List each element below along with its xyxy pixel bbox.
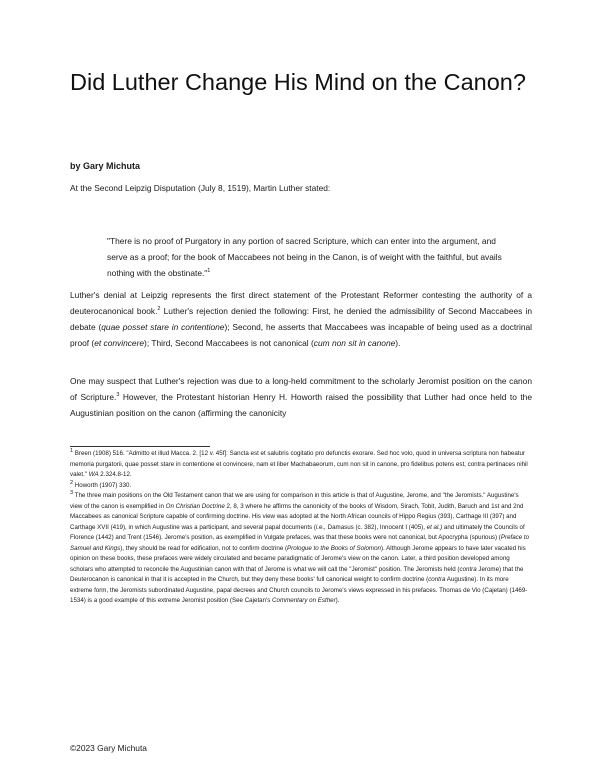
latin-phrase: cum non sit in canone — [313, 338, 396, 348]
citation-italic: Preface to Samuel and Kings — [70, 534, 530, 552]
text-run: Breen (1908) 516. "Admitto et illud Macca. 2. [12 v. 45f]: Sancta est et salubris cogitatio pro defunctis exorare. Sed hoc volo, quod in universa scriptura non habeatur memoria purgatorii, quae posset stare in contentione et convincere, nam et liber Machabaeorum, cum non sit in canone, pro fidelibus potens est, contra pertinaces nihil valet." — [70, 450, 528, 478]
footnote-number: 3 — [70, 489, 74, 496]
latin-phrase: quae posset stare in contentione — [101, 322, 225, 332]
citation-italic: Prologue to the Books of Solomon — [287, 544, 381, 552]
text-run: Luther's rejection denied the following: First, he denied the admissibility of Second Maccabees in debate ( — [70, 306, 532, 332]
text-run: 2.324.8-12. — [98, 471, 132, 478]
latin-phrase: et convincere — [94, 338, 145, 348]
footnote-number: 1 — [70, 447, 74, 454]
footnote-divider — [70, 446, 210, 447]
quote-text: "There is no proof of Purgatory in any portion of sacred Scripture, which can enter into the argument, and serve as a proof; for the book of Maccabees not being in the Canon, is of weight with the faithful, but avails nothing with the obstinate." — [107, 236, 502, 278]
citation-italic: WA — [88, 471, 99, 478]
text-run: Howorth (1907) 330. — [73, 481, 132, 489]
footnote-1 — [70, 449, 532, 481]
citation-italic: contra — [428, 576, 446, 583]
block-quote — [107, 233, 507, 281]
text-run: However, the Protestant historian Henry H. Howorth raised the possibility that Luther had once held to the Augustinian position on the canon (affirming the canonicity — [70, 392, 532, 418]
text-run: Jerome) that the Deuterocanon is canonical in that it is accepted in the Church, but they deny these books' full canonical weight to confirm doctrine ( — [70, 565, 524, 583]
document-title: Did Luther Change His Mind on the Canon? — [70, 69, 526, 95]
citation-italic: et al.) — [426, 523, 443, 531]
author-byline: by Gary Michuta — [70, 161, 141, 171]
text-run: ). — [335, 597, 340, 604]
footnotes-section — [70, 449, 532, 607]
text-run: Luther's denial at Leipzig represents the first direct statement of the Protestant Reformer contesting the authority of a deuterocanonical book. — [70, 290, 532, 316]
text-run: 2, 8, 3 where he affirms the canonicity of the books of Wisdom, Sirach, Tobit, Judith, Baruch and 1st and 2nd Maccabees as canonical Scripture capable of confirming doctrine. His view was adopted at the North African councils of Hippo Regius (393), Carthage III (397) and Carthage XVII (419), in which Augustine was a participant, and several papal documents ( — [70, 502, 524, 531]
text-run: ). — [395, 338, 401, 348]
text-run: Damasus (c. 382), Innocent I (405), — [325, 523, 427, 531]
text-run: One may suspect that Luther's rejection was due to a long-held commitment to the scholarly Jeromist position on the canon of Scripture. — [70, 376, 532, 402]
citation-italic: On Christian Doctrine — [165, 502, 225, 510]
text-run: Augustine). In its more extreme form, the Jeromists subordinated Augustine, papal decrees and Church councils to Jerome's views expressed in his prefaces. Thomas de Vio (Cajetan) (1469-1534) is a good example of this extreme Jeromist position (See Cajetan's — [70, 576, 528, 604]
text-run: and ultimately the Councils of Florence (1442) and Trent (1546). Jerome's position, as exemplified in Vulgate prefaces, was that these books were not canonical, but Apocrypha (spurious) ( — [70, 523, 525, 541]
footnote-ref-3[interactable]: 3 — [116, 392, 120, 399]
footnote-number: 2 — [70, 479, 74, 486]
citation-italic: i.e., — [315, 523, 326, 531]
text-run: ). Although Jerome appears to have later vacated his opinion on these books, these prefaces were widely circulated and became paradigmatic of Jerome's view on the canon. Later, a third position developed among scholars who attempted to reconcile the Augustinian canon with that of Jerome is what we will call the "Jeromist" position. The Jeromists held ( — [70, 544, 526, 573]
citation-italic: contra — [459, 565, 477, 573]
text-run: The three main positions on the Old Testament canon that we are using for comparison in this article is that of Augustine, Jerome, and "the Jeromists." Augustine's view of the canon is exemplified in — [70, 492, 519, 510]
paragraph-jeromist — [70, 373, 532, 421]
footnote-3 — [70, 491, 532, 607]
text-run: ); Third, Second Maccabees is not canonical ( — [144, 338, 314, 348]
citation-italic: Commentary on Esther — [272, 597, 336, 604]
copyright-notice: ©2023 Gary Michuta — [70, 743, 147, 753]
paragraph-intro: At the Second Leipzig Disputation (July 8, 1519), Martin Luther stated: — [70, 183, 331, 193]
footnote-ref-1[interactable]: 1 — [207, 268, 211, 275]
footnote-ref-2[interactable]: 2 — [157, 306, 161, 313]
footnote-2 — [70, 481, 532, 492]
text-run: ), they should be read for edification, not to confirm doctrine ( — [120, 544, 288, 552]
text-run: ); Second, he asserts that Maccabees was incapable of being used as a doctrinal proof ( — [70, 322, 533, 348]
paragraph-leipzig — [70, 287, 532, 351]
